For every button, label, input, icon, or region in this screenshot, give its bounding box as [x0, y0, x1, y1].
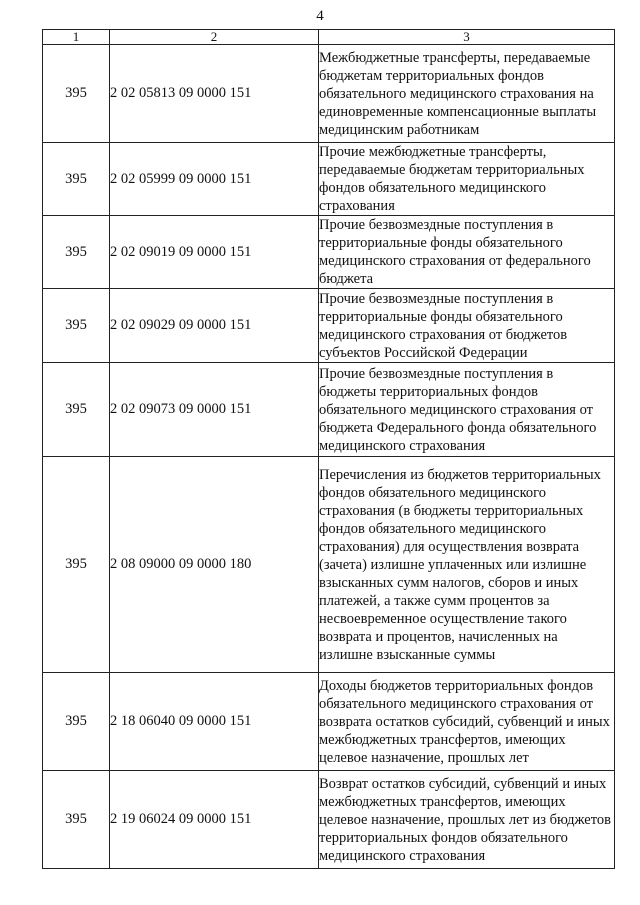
table-row: [43, 673, 615, 771]
kbk-code-cell: 2 02 05999 09 0000 151: [110, 143, 319, 216]
revenue-name-cell: Прочие безвозмездные поступления в бюджеты территориальных фондов обязательного медицинского страхования от бюджета Федерального фонда обязательного медицинского страхования: [319, 363, 615, 457]
revenue-name-cell: Межбюджетные трансферты, передаваемые бюджетам территориальных фондов обязательного медицинского страхования на единовременные компенсационные выплаты медицинским работникам: [319, 45, 615, 143]
column-header-2: 2: [110, 30, 319, 45]
table-row: [43, 45, 615, 143]
table-row: [43, 143, 615, 216]
admin-code-cell: 395: [43, 457, 110, 673]
admin-code-cell: 395: [43, 45, 110, 143]
admin-code-cell: 395: [43, 771, 110, 869]
admin-code-cell: 395: [43, 216, 110, 289]
revenue-name-cell: Перечисления из бюджетов территориальных фондов обязательного медицинского страхования (в бюджеты территориальных фондов обязательного медицинского страхования) для осуществления возврата (зачета) излишне уплаченных или излишне взысканных сумм налогов, сборов и иных платежей, а также сумм процентов за несвоевременное осуществление такого возврата и процентов, начисленных на излишне взысканные суммы: [319, 457, 615, 673]
revenue-codes-table: [42, 29, 615, 869]
kbk-code-cell: 2 18 06040 09 0000 151: [110, 673, 319, 771]
table-header-row: [43, 30, 615, 45]
admin-code-cell: 395: [43, 363, 110, 457]
kbk-code-cell: 2 02 09019 09 0000 151: [110, 216, 319, 289]
kbk-code-cell: 2 08 09000 09 0000 180: [110, 457, 319, 673]
table-row: [43, 771, 615, 869]
admin-code-cell: 395: [43, 143, 110, 216]
kbk-code-cell: 2 02 09073 09 0000 151: [110, 363, 319, 457]
revenue-name-cell: Прочие безвозмездные поступления в территориальные фонды обязательного медицинского страхования от федерального бюджета: [319, 216, 615, 289]
revenue-name-cell: Возврат остатков субсидий, субвенций и иных межбюджетных трансфертов, имеющих целевое назначение, прошлых лет из бюджетов территориальных фондов обязательного медицинского страхования: [319, 771, 615, 869]
column-header-1: 1: [43, 30, 110, 45]
table-row: [43, 216, 615, 289]
table-row: [43, 289, 615, 363]
admin-code-cell: 395: [43, 673, 110, 771]
revenue-name-cell: Прочие межбюджетные трансферты, передаваемые бюджетам территориальных фондов обязательного медицинского страхования: [319, 143, 615, 216]
table-row: [43, 457, 615, 673]
page-number: 4: [316, 8, 324, 24]
revenue-name-cell: Прочие безвозмездные поступления в территориальные фонды обязательного медицинского страхования от бюджетов субъектов Российской Федерации: [319, 289, 615, 363]
admin-code-cell: 395: [43, 289, 110, 363]
kbk-code-cell: 2 02 09029 09 0000 151: [110, 289, 319, 363]
column-header-3: 3: [319, 30, 615, 45]
revenue-name-cell: Доходы бюджетов территориальных фондов обязательного медицинского страхования от возврата остатков субсидий, субвенций и иных межбюджетных трансфертов, имеющих целевое назначение, прошлых лет: [319, 673, 615, 771]
table-row: [43, 363, 615, 457]
kbk-code-cell: 2 02 05813 09 0000 151: [110, 45, 319, 143]
kbk-code-cell: 2 19 06024 09 0000 151: [110, 771, 319, 869]
